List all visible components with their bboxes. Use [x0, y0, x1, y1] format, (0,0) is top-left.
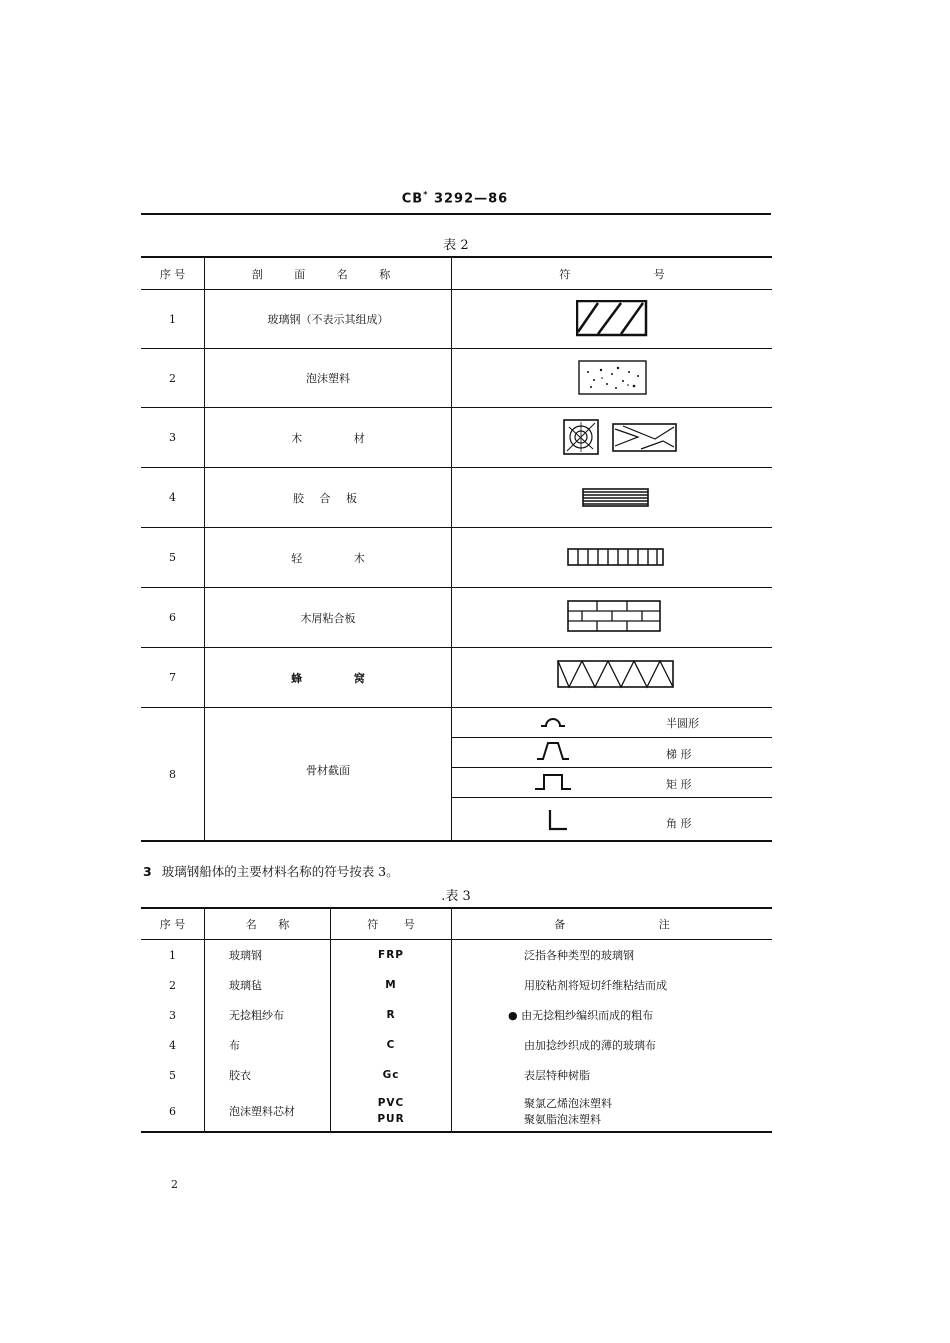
- code-prefix: CB: [401, 191, 424, 207]
- table-row-no: 3: [169, 431, 176, 444]
- fiberglass-hatch-symbol: [576, 300, 648, 338]
- table3-header-name: 名 称: [245, 918, 290, 931]
- table-row-no: 1: [169, 948, 176, 962]
- table2-bottom-rule: [141, 840, 772, 842]
- table-row-symbol: Gc: [382, 1069, 400, 1081]
- table-row-no: 3: [169, 1008, 176, 1022]
- table-row-name: 骨材截面: [306, 764, 350, 777]
- table-row-no: 2: [169, 978, 176, 992]
- table-row-note: 由加捻纱织成的薄的玻璃布: [524, 1039, 656, 1052]
- angle-rib-icon: [547, 808, 569, 832]
- table-row-name: 木屑粘合板: [300, 611, 356, 625]
- table3-header-note: 备 注: [554, 918, 670, 931]
- table3-header-symbol: 符 号: [367, 918, 415, 931]
- rectangle-rib-icon: [534, 772, 572, 792]
- code-number: 3292—86: [433, 191, 509, 207]
- table-row-name: 无捻粗纱布: [229, 1009, 284, 1022]
- page-number: 2: [171, 1178, 178, 1191]
- table-row-no: 6: [169, 1104, 176, 1118]
- rib-label-trapezoid: 梯 形: [666, 748, 692, 761]
- table-row-no: 4: [169, 1038, 176, 1052]
- semicircle-rib-icon: [540, 714, 566, 730]
- table3-header-no: 序 号: [159, 918, 186, 931]
- table-row-symbol: FRP: [378, 949, 404, 961]
- subrow-rule: [452, 737, 772, 738]
- table-row-note: 表层特种树脂: [524, 1069, 590, 1082]
- table-row-no: 6: [169, 611, 176, 624]
- rib-label-rectangle: 矩 形: [666, 778, 692, 791]
- table-row-name: 泡沫塑料芯材: [229, 1105, 295, 1118]
- table3-bottom-rule: [141, 1131, 772, 1133]
- honeycomb-symbol: [557, 660, 675, 690]
- table-row-name: 玻璃钢: [229, 949, 262, 962]
- table-row-no: 5: [169, 551, 176, 564]
- balsa-cells-symbol: [567, 548, 665, 568]
- table-row-name: 胶衣: [229, 1069, 251, 1082]
- table-row-symbol: PVC: [377, 1097, 405, 1109]
- table-row-name: 轻 木: [291, 551, 389, 565]
- wood-grain-symbol: [563, 419, 679, 457]
- table-row-no: 8: [169, 767, 176, 781]
- table-row-name: 玻璃钢（不表示其组成）: [267, 313, 389, 326]
- plywood-lines-symbol: [582, 488, 650, 508]
- table-row-symbol-2: PUR: [377, 1113, 405, 1125]
- table3-header-rule: [141, 939, 772, 940]
- table-row-no: 4: [169, 491, 176, 504]
- table-row-note: ● 由无捻粗纱编织而成的粗布: [508, 1009, 654, 1022]
- table-row-name: 玻璃毡: [229, 979, 262, 992]
- clause-paragraph: [143, 862, 399, 880]
- table-row-no: 5: [169, 1068, 176, 1082]
- table-row-note: 泛指各种类型的玻璃钢: [524, 949, 634, 962]
- code-superscript: *: [423, 190, 429, 199]
- header-rule: [141, 213, 771, 215]
- table-row-no: 1: [169, 312, 176, 326]
- clause-number: 3: [143, 864, 152, 879]
- rib-label-semicircle: 半圆形: [666, 717, 699, 730]
- col-rule: [451, 257, 452, 841]
- table2-header-name: 剖 面 名 称: [251, 267, 405, 281]
- table-row-name: 泡沫塑料: [306, 372, 350, 385]
- table2-header-no: 序 号: [159, 267, 186, 281]
- document-code: [0, 190, 910, 206]
- table-row-name: 木 材: [291, 431, 389, 445]
- col-rule: [451, 908, 452, 1132]
- table-row-no: 2: [169, 371, 176, 385]
- table2-header-symbol: 符 号: [559, 267, 665, 281]
- table3-caption: .表 3: [441, 889, 471, 904]
- subrow-rule: [452, 767, 772, 768]
- table-row-name: 布: [229, 1039, 240, 1052]
- table2-caption: 表 2: [443, 238, 469, 253]
- clause-text: 玻璃钢船体的主要材料名称的符号按表 3。: [161, 864, 399, 879]
- table-row-no: 7: [169, 671, 176, 684]
- subrow-rule: [452, 797, 772, 798]
- table-row-symbol: C: [386, 1039, 396, 1051]
- table-row-name: 胶 合 板: [293, 491, 363, 505]
- trapezoid-rib-icon: [536, 740, 570, 762]
- table-row-symbol: R: [386, 1009, 396, 1021]
- table-row-symbol: M: [385, 979, 397, 991]
- table-row-note-2: 聚氨脂泡沫塑料: [524, 1113, 601, 1126]
- table-row-name: 蜂 窝: [291, 671, 389, 685]
- rib-label-angle: 角 形: [666, 817, 692, 830]
- col-rule: [204, 908, 205, 1132]
- foam-dots-symbol: [578, 360, 648, 396]
- table-row-note: 用胶粘剂将短切纤维粘结而成: [524, 979, 667, 992]
- particle-board-symbol: [567, 600, 663, 634]
- table-row-note: 聚氯乙烯泡沫塑料: [524, 1097, 612, 1110]
